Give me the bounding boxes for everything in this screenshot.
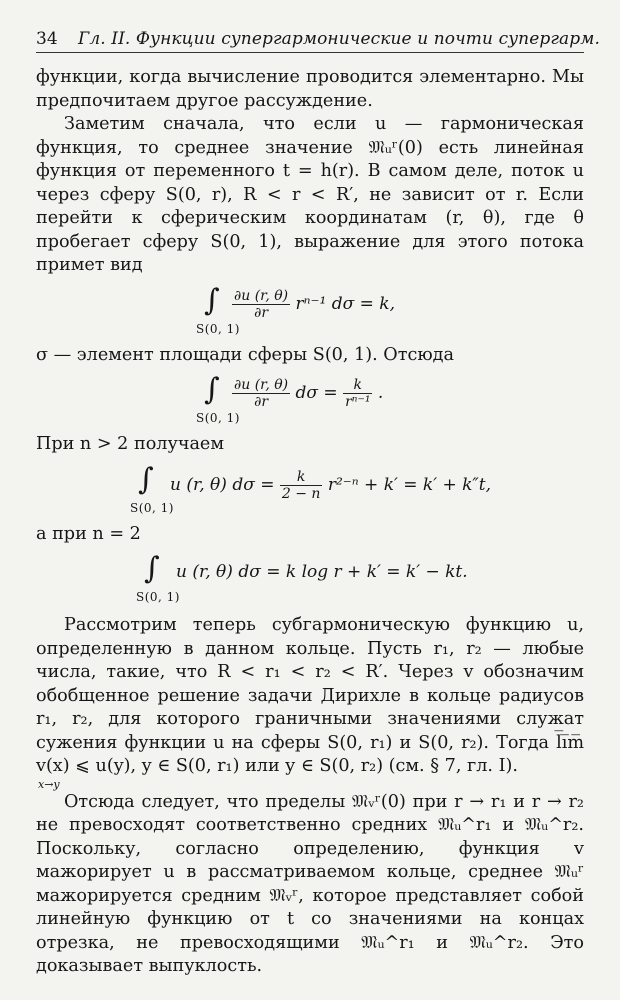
formula-expression: u (r, θ) dσ = $\frac{k}{2 - n}$ r²⁻ⁿ + k′ = k′ + k″t, xyxy=(170,468,492,502)
paragraph-7: Отсюда следует, что пределы 𝔐ᵥʳ(0) при r → r₁ и r → r₂ не превосходят соответственно средних 𝔐ᵤ^r₁ и 𝔐ᵤ^r₂. Поскольку, согласно определению, функция v мажорирует u в рассматриваемом кольце, среднее 𝔐ᵤʳ мажорируется средним 𝔐ᵥʳ, которое представляет собой линейную функцию от t со значениями на концах отрезка, не превосходящими 𝔐ᵤ^r₁ и 𝔐ᵤ^r₂. Это доказывает выпуклость. xyxy=(36,791,584,976)
fraction: $\frac{\partial u (r, \theta)}{\partial r}$ xyxy=(234,287,289,321)
page-number: 34 xyxy=(36,29,58,49)
text-body xyxy=(36,66,584,979)
fraction: $\frac{k}{\text{rⁿ⁻¹}}$ xyxy=(345,377,371,410)
integral-domain: S(0, 1) xyxy=(136,590,180,604)
formula-flux-normalized xyxy=(36,367,584,433)
formula-n-equals-2 xyxy=(36,546,584,608)
formula-flux xyxy=(36,278,584,344)
integral-domain: S(0, 1) xyxy=(130,500,174,515)
paragraph-5: а при n = 2 xyxy=(36,523,141,544)
running-header xyxy=(36,26,600,53)
paragraph-1: функции, когда вычисление проводится элементарно. Мы предпочитаем другое рассуждение. xyxy=(36,67,584,111)
formula-n-greater-2 xyxy=(36,457,584,523)
paragraph-2: Заметим сначала, что если u — гармоническая функция, то среднее значение 𝔐ᵤʳ(0) есть линейная функция от переменного t = h(r). В самом деле, поток u через сферу S(0, r), R < r < R′, не зависит от r. Если перейти к сферическим координатам (r, θ), где θ пробегает сферу S(0, 1), выражение для этого потока примет вид xyxy=(36,114,584,275)
formula-expression: $\frac{\partial u (r, \theta)}{\partial r}$ dσ = $\frac{k}{\text{rⁿ⁻¹}}$ . xyxy=(234,377,384,410)
integral-sign: ∫ xyxy=(144,551,160,586)
running-title: Гл. II. Функции супергармонические и почти супергарм. xyxy=(78,29,600,49)
paragraph-3: σ — элемент площади сферы S(0, 1). Отсюда xyxy=(36,344,454,365)
integral-sign: ∫ xyxy=(204,282,220,318)
integral-sign: ∫ xyxy=(204,372,220,407)
limit-subscript: x→y xyxy=(38,777,60,791)
fraction: $\frac{\partial u (r, \theta)}{\partial r}$ xyxy=(234,377,289,410)
formula-expression: $\frac{\partial u (r, \theta)}{\partial r}$ rⁿ⁻¹ dσ = k, xyxy=(234,287,395,321)
integral-sign: ∫ xyxy=(138,461,154,497)
integral-domain: S(0, 1) xyxy=(196,411,240,425)
formula-expression: u (r, θ) dσ = k log r + k′ = k′ − kt. xyxy=(176,562,468,582)
paragraph-4: При n > 2 получаем xyxy=(36,434,225,454)
integral-domain: S(0, 1) xyxy=(196,321,240,336)
fraction: $\frac{k}{2 - n}$ xyxy=(281,468,321,502)
paragraph-6: Рассмотрим теперь субгармоническую функцию u, определенную в данном кольце. Пусть r₁, r₂ — любые числа, такие, что R < r₁ < r₂ < R′. Через v обозначим обобщенное решение задачи Дирихле в кольце радиусов r₁, r₂, для которого граничными значениями служат сужения функции u на сферы S(0, r₁) и S(0, r₂). Тогда l̅i̅m̅ v(x) ⩽ u(y), y ∈ S(0, r₁) или y ∈ S(0, r₂) (см. § 7, гл. I). xyxy=(36,615,584,776)
